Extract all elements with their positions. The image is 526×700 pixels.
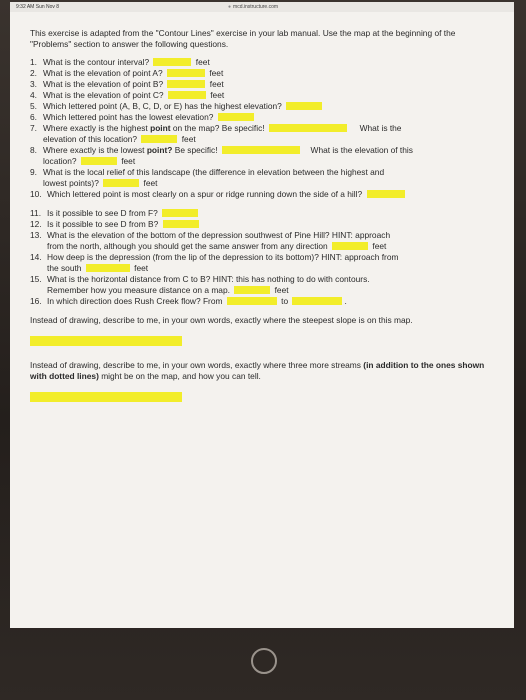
- question-number: 2.: [30, 68, 37, 78]
- question-number: 14.: [30, 252, 42, 262]
- unit-label: feet: [181, 134, 196, 144]
- answer-blank[interactable]: [103, 179, 139, 187]
- question-text: What is the elevation of the bottom of the depression southwest of Pine Hill? HINT: approach: [47, 230, 391, 240]
- question-text: from the north, although you should get the same answer from any direction: [47, 241, 328, 251]
- unit-label: feet: [209, 79, 224, 89]
- worksheet: [30, 28, 506, 402]
- unit-label: feet: [195, 57, 210, 67]
- question-text: to: [281, 296, 289, 306]
- question-8-line-2: [30, 156, 506, 167]
- lock-icon: ●: [228, 4, 232, 10]
- question-14: [30, 252, 506, 263]
- question-text: What is the local relief of this landscape (the difference in elevation between the highest and: [43, 167, 385, 177]
- question-text: What is the: [359, 123, 402, 133]
- question-text: on the map? Be specific!: [172, 123, 265, 133]
- question-text: Where exactly is the lowest: [43, 145, 145, 155]
- question-text: Be specific!: [174, 145, 218, 155]
- question-number: 8.: [30, 145, 37, 155]
- question-text: elevation of this location?: [43, 134, 138, 144]
- answer-blank[interactable]: [81, 157, 117, 165]
- question-number: 3.: [30, 79, 37, 89]
- question-number: 1.: [30, 57, 37, 67]
- question-number: 7.: [30, 123, 37, 133]
- question-number: 13.: [30, 230, 42, 240]
- unit-label: feet: [121, 156, 136, 166]
- answer-blank[interactable]: [167, 80, 205, 88]
- answer-blank[interactable]: [227, 297, 277, 305]
- answer-blank[interactable]: [286, 102, 322, 110]
- answer-blank[interactable]: [269, 124, 347, 132]
- question-11: [30, 208, 506, 219]
- question-14-line-2: [30, 263, 506, 274]
- question-text: What is the elevation of point A?: [43, 68, 163, 78]
- question-text: the south: [47, 263, 82, 273]
- question-9-line-2: [30, 178, 506, 189]
- answer-blank[interactable]: [86, 264, 130, 272]
- question-text: Which lettered point (A, B, C, D, or E) has the highest elevation?: [43, 101, 282, 111]
- answer-blank[interactable]: [367, 190, 405, 198]
- question-text: Is it possible to see D from B?: [47, 219, 159, 229]
- intro-text: This exercise is adapted from the "Contour Lines" exercise in your lab manual. Use the map at the beginning of the "Problems" section to answer the following questions.: [30, 28, 456, 49]
- question-text: How deep is the depression (from the lip of the depression to its bottom)? HINT: approach from: [47, 252, 399, 262]
- question-text: What is the contour interval?: [43, 57, 150, 67]
- question-text: Which lettered point has the lowest elevation?: [43, 112, 214, 122]
- question-text: Where exactly is the highest: [43, 123, 148, 133]
- question-text: Remember how you measure distance on a map.: [47, 285, 230, 295]
- question-7-line-2: [30, 134, 506, 145]
- unit-label: feet: [209, 68, 224, 78]
- question-6: [30, 112, 506, 123]
- question-16: [30, 296, 506, 307]
- question-number: 15.: [30, 274, 42, 284]
- question-text: lowest points)?: [43, 178, 99, 188]
- question-8: [30, 145, 506, 156]
- unit-label: feet: [274, 285, 289, 295]
- unit-label: feet: [210, 90, 225, 100]
- question-number: 10.: [30, 189, 42, 199]
- answer-blank[interactable]: [153, 58, 191, 66]
- question-7: [30, 123, 506, 134]
- status-bar: [10, 2, 514, 12]
- question-13: [30, 230, 506, 241]
- question-10: [30, 189, 506, 200]
- question-13-line-2: [30, 241, 506, 252]
- question-number: 12.: [30, 219, 42, 229]
- bold-word: point: [150, 123, 171, 133]
- question-text: What is the elevation of point C?: [43, 90, 164, 100]
- answer-blank[interactable]: [218, 113, 254, 121]
- question-text: What is the elevation of this: [310, 145, 413, 155]
- prompt-text: Instead of drawing, describe to me, in your own words, exactly where three more streams: [30, 360, 361, 370]
- question-15-line-2: [30, 285, 506, 296]
- answer-blank[interactable]: [168, 91, 206, 99]
- status-time: 9:32 AM Sun Nov 8: [16, 4, 60, 10]
- period: .: [344, 296, 347, 306]
- question-1: [30, 57, 506, 68]
- question-number: 11.: [30, 208, 42, 218]
- answer-blank[interactable]: [162, 209, 198, 217]
- unit-label: feet: [372, 241, 387, 251]
- question-text: Which lettered point is most clearly on a spur or ridge running down the side of a hill?: [47, 189, 363, 199]
- streams-prompt: [30, 360, 495, 382]
- question-number: 4.: [30, 90, 37, 100]
- url-text: mcd.instructure.com: [233, 4, 279, 10]
- question-5: [30, 101, 506, 112]
- unit-label: feet: [143, 178, 158, 188]
- prompt-text: might be on the map, and how you can tell.: [101, 371, 261, 381]
- bold-phrase: (in addition to the ones shown with dotted lines): [30, 360, 485, 381]
- question-text: In which direction does Rush Creek flow? From: [47, 296, 223, 306]
- tablet-screen: [10, 2, 514, 628]
- streams-answer[interactable]: [30, 392, 182, 402]
- question-number: 16.: [30, 296, 42, 306]
- answer-blank[interactable]: [332, 242, 368, 250]
- question-text: What is the elevation of point B?: [43, 79, 164, 89]
- steepest-slope-prompt: Instead of drawing, describe to me, in your own words, exactly where the steepest slope is on this map.: [30, 315, 413, 325]
- question-number: 9.: [30, 167, 37, 177]
- bold-word: point?: [146, 145, 173, 155]
- answer-blank[interactable]: [292, 297, 342, 305]
- question-text: What is the horizontal distance from C to B? HINT: this has nothing to do with contours.: [47, 274, 370, 284]
- question-number: 5.: [30, 101, 37, 111]
- home-button[interactable]: [251, 648, 277, 674]
- question-text: Is it possible to see D from F?: [47, 208, 158, 218]
- address-bar[interactable]: [228, 4, 278, 10]
- answer-blank[interactable]: [222, 146, 300, 154]
- steepest-slope-answer[interactable]: [30, 336, 182, 346]
- answer-blank[interactable]: [167, 69, 205, 77]
- question-number: 6.: [30, 112, 37, 122]
- question-3: [30, 79, 506, 90]
- question-12: [30, 219, 506, 230]
- unit-label: feet: [134, 263, 149, 273]
- answer-blank[interactable]: [163, 220, 199, 228]
- question-2: [30, 68, 506, 79]
- question-text: location?: [43, 156, 77, 166]
- question-4: [30, 90, 506, 101]
- answer-blank[interactable]: [234, 286, 270, 294]
- question-9: [30, 167, 506, 178]
- question-15: [30, 274, 506, 285]
- answer-blank[interactable]: [141, 135, 177, 143]
